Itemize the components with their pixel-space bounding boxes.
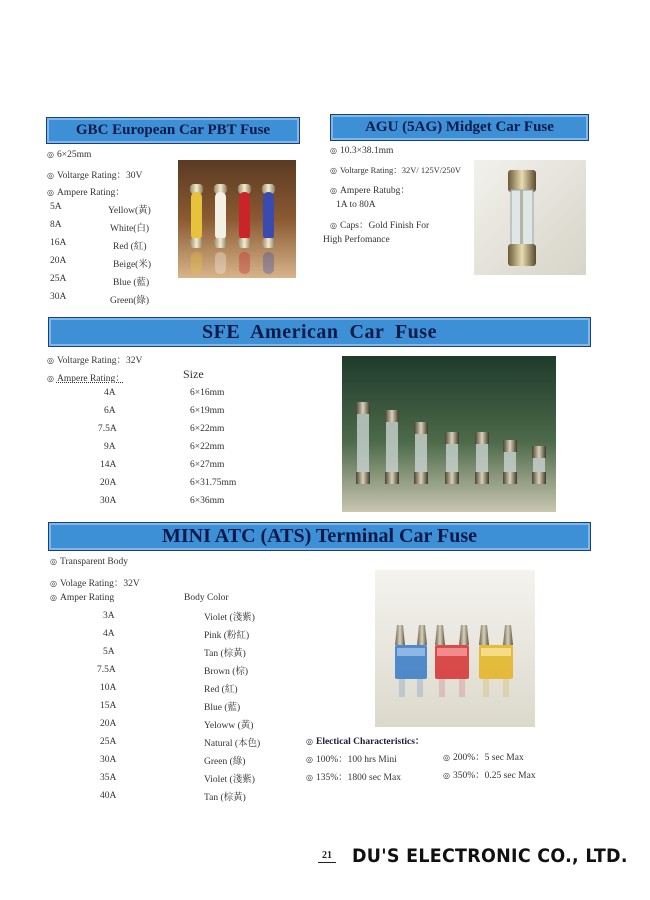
agu-voltage: ◎ Voltarge Rating：32V/ 125V/250V (330, 165, 462, 175)
company-name: DU'S ELECTRONIC CO., LTD. (352, 845, 628, 867)
mini-body-color-header: Body Color (184, 593, 229, 603)
sfe-fuse-photo (342, 356, 556, 512)
sfe-row-amp: 4A (104, 388, 116, 398)
mini-row-amp: 5A (103, 647, 115, 657)
sfe-size-header: Size (183, 367, 204, 381)
gbc-row-color: White(白) (110, 224, 150, 234)
mini-title-banner (48, 522, 591, 551)
gbc-title: GBC European Car PBT Fuse (75, 122, 271, 138)
mini-row-color: Green (綠) (204, 757, 246, 767)
mini-row-color: Tan (棕黃) (204, 649, 246, 659)
sfe-row-amp: 14A (100, 460, 117, 470)
mini-row-amp: 10A (100, 683, 117, 693)
sfe-row-amp: 30A (100, 496, 117, 506)
gbc-row-amp: 16A (50, 238, 67, 248)
gbc-row-amp: 25A (50, 274, 67, 284)
gbc-row-amp: 30A (50, 292, 67, 302)
mini-row-amp: 25A (100, 737, 117, 747)
mini-row-amp: 3A (103, 611, 115, 621)
mini-row-color: Brown (棕) (204, 667, 249, 677)
agu-caps-cont: High Perfomance (323, 235, 390, 245)
bullet-icon: ◎ (330, 186, 337, 195)
gbc-row-color: Green(綠) (110, 296, 150, 306)
bullet-icon: ◎ (47, 188, 54, 197)
page-number: 21 (318, 850, 336, 863)
agu-size: ◎ 10.3×38.1mm (330, 146, 394, 156)
mini-row-color: Red (紅) (204, 685, 238, 695)
sfe-ampere-label: ◎ Ampere Rating： (47, 374, 125, 384)
sfe-title: SFE American Car Fuse (202, 320, 437, 343)
gbc-row-color: Yellow(黃) (108, 206, 151, 216)
mini-ampere-label: ◎ Amper Rating (50, 593, 115, 603)
bullet-icon: ◎ (330, 221, 337, 230)
electrical-row: ◎ 350%：0.25 sec Max (443, 771, 536, 781)
sfe-row-amp: 7.5A (98, 424, 117, 434)
sfe-row-amp: 9A (104, 442, 116, 452)
bullet-icon: ◎ (306, 773, 313, 782)
bullet-icon: ◎ (50, 579, 57, 588)
mini-row-amp: 35A (100, 773, 117, 783)
bullet-icon: ◎ (330, 166, 337, 175)
mini-voltage: ◎ Volage Rating：32V (50, 579, 140, 589)
agu-ampere-label: ◎ Ampere Ratubg： (330, 186, 410, 196)
sfe-row-size: 6×22mm (190, 442, 225, 452)
electrical-title: ◎ Electical Characteristics： (306, 737, 425, 747)
gbc-row-color: Red (紅) (113, 242, 147, 252)
mini-row-amp: 20A (100, 719, 117, 729)
mini-row-amp: 30A (100, 755, 117, 765)
mini-title: MINI ATC (ATS) Terminal Car Fuse (161, 525, 478, 547)
gbc-row-amp: 8A (50, 220, 62, 230)
agu-ampere-range: 1A to 80A (336, 200, 376, 210)
agu-fuse-photo (474, 160, 586, 275)
electrical-row: ◎ 135%：1800 sec Max (306, 773, 401, 783)
bullet-icon: ◎ (306, 737, 313, 746)
gbc-row-color: Blue (藍) (113, 278, 150, 288)
gbc-row-amp: 5A (50, 202, 62, 212)
mini-row-amp: 15A (100, 701, 117, 711)
gbc-title-banner (46, 117, 300, 144)
bullet-icon: ◎ (306, 755, 313, 764)
mini-row-amp: 4A (103, 629, 115, 639)
sfe-title-banner (48, 317, 591, 347)
bullet-icon: ◎ (330, 146, 337, 155)
bullet-icon: ◎ (47, 150, 54, 159)
mini-row-amp: 7.5A (97, 665, 116, 675)
sfe-row-size: 6×31.75mm (190, 478, 237, 488)
mini-row-color: Violet (淺紫) (204, 775, 255, 785)
bullet-icon: ◎ (47, 374, 54, 383)
sfe-voltage: ◎ Voltarge Rating：32V (47, 356, 143, 366)
gbc-row-amp: 20A (50, 256, 67, 266)
mini-row-color: Natural (本色) (204, 739, 261, 749)
electrical-row: ◎ 100%：100 hrs Mini (306, 755, 397, 765)
sfe-row-size: 6×16mm (190, 388, 225, 398)
sfe-row-amp: 6A (104, 406, 116, 416)
agu-caps: ◎ Caps：Gold Finish For (330, 221, 430, 231)
mini-row-color: Tan (棕黃) (204, 793, 246, 803)
agu-title-banner (330, 114, 589, 141)
bullet-icon: ◎ (50, 593, 57, 602)
bullet-icon: ◎ (47, 171, 54, 180)
gbc-voltage: ◎ Voltarge Rating：30V (47, 171, 143, 181)
mini-body: ◎ Transparent Body (50, 557, 128, 567)
sfe-row-amp: 20A (100, 478, 117, 488)
mini-row-color: Yeloww (黃) (204, 721, 254, 731)
mini-row-amp: 40A (100, 791, 117, 801)
mini-row-color: Pink (粉紅) (204, 631, 250, 641)
sfe-row-size: 6×19mm (190, 406, 225, 416)
agu-title: AGU (5AG) Midget Car Fuse (365, 119, 554, 135)
sfe-row-size: 6×36mm (190, 496, 225, 506)
gbc-size: ◎ 6×25mm (47, 150, 92, 160)
gbc-fuse-photo (178, 160, 296, 278)
mini-fuse-photo (375, 570, 535, 727)
mini-row-color: Violet (淺紫) (204, 613, 255, 623)
sfe-row-size: 6×22mm (190, 424, 225, 434)
bullet-icon: ◎ (50, 557, 57, 566)
bullet-icon: ◎ (47, 356, 54, 365)
gbc-ampere-label: ◎ Ampere Rating： (47, 188, 125, 198)
sfe-row-size: 6×27mm (190, 460, 225, 470)
bullet-icon: ◎ (443, 753, 450, 762)
bullet-icon: ◎ (443, 771, 450, 780)
mini-row-color: Blue (藍) (204, 703, 241, 713)
electrical-row: ◎ 200%：5 sec Max (443, 753, 524, 763)
gbc-row-color: Beige(米) (113, 260, 151, 270)
